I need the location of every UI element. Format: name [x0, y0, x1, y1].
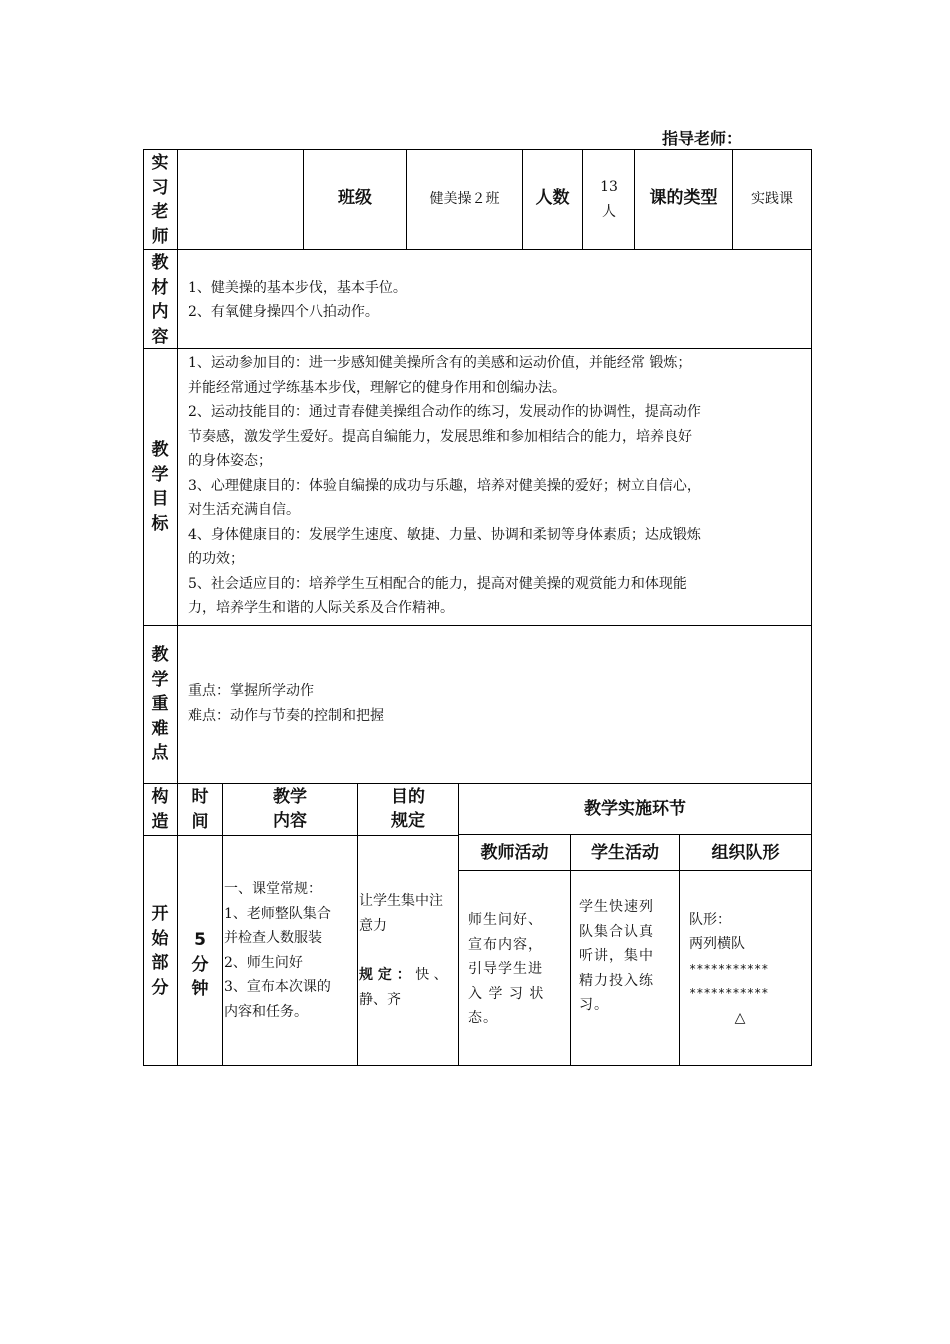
- materials-line: 2、有氧健身操四个八拍动作。: [188, 304, 379, 320]
- opening-content-line: 内容和任务。: [224, 1004, 308, 1020]
- student-activity-line: 学生快速列: [579, 899, 654, 915]
- structure-header: 构造: [151, 787, 169, 832]
- col-divider: [458, 783, 459, 1066]
- objective-line: 并能经常通过学练基本步伐，理解它的健身作用和创编办法。: [188, 380, 566, 396]
- opening-content-line: 1、老师整队集合: [224, 906, 331, 922]
- student-activity-line: 习。: [579, 997, 609, 1013]
- class-value: 健美操２班: [429, 191, 500, 207]
- teacher-activity-line: 引导学生进: [468, 961, 543, 977]
- headcount-value: 13 人: [600, 179, 618, 220]
- student-activity-line: 听讲，集中: [579, 948, 654, 964]
- student-activity-header: 学生活动: [591, 843, 659, 863]
- supervisor-label: 指导老师：: [662, 129, 743, 148]
- requirement-label: 规 定 ：: [359, 967, 411, 983]
- row-divider: [143, 625, 811, 626]
- content-header-line2: 内容: [273, 811, 307, 831]
- table-border-left: [143, 149, 144, 1066]
- student-activity-line: 队集合认真: [579, 924, 654, 940]
- opening-section-label: 开始部分: [151, 904, 169, 998]
- row-divider: [143, 348, 811, 349]
- table-border-right: [811, 149, 812, 1066]
- purpose-header-line2: 规定: [391, 811, 425, 831]
- opening-section-time: 5分钟: [191, 930, 209, 999]
- col-divider: [177, 149, 178, 784]
- teacher-activity-line: 入 学 习 状: [468, 986, 545, 1002]
- opening-content-line: 2、师生问好: [224, 955, 303, 971]
- requirement-value: 快 、: [410, 967, 448, 983]
- materials-label: 教材内容: [151, 253, 169, 347]
- formation-header: 组织队形: [711, 843, 780, 863]
- objective-line: 2、运动技能目的：通过青春健美操组合动作的练习，发展动作的协调性，提高动作: [188, 404, 701, 420]
- objective-line: 的身体姿态；: [188, 453, 272, 469]
- col-divider: [570, 834, 571, 1066]
- opening-content-line: 一、课堂常规：: [224, 881, 322, 897]
- objective-line: 对生活充满自信。: [188, 502, 300, 518]
- col-divider: [582, 149, 583, 249]
- opening-content-line: 并检查人数服装: [224, 930, 322, 946]
- objectives-label: 教学目标: [151, 440, 169, 534]
- materials-line: 1、健美操的基本步伐，基本手位。: [188, 280, 407, 296]
- col-divider: [177, 783, 178, 1066]
- row-divider: [143, 835, 458, 836]
- teacher-activity-line: 宣布内容，: [468, 937, 543, 953]
- formation-row-stars: ***********: [689, 986, 769, 1000]
- intern-teacher-label: 实习老师: [151, 153, 169, 247]
- row-divider: [143, 783, 811, 784]
- objective-line: 节奏感，激发学生爱好。提高自编能力，发展思维和参加相结合的能力，培养良好: [188, 429, 692, 445]
- opening-content-line: 3、宣布本次课的: [224, 979, 331, 995]
- key-point-difficulty: 难点：动作与节奏的控制和把握: [188, 708, 384, 724]
- formation-line: 两列横队: [689, 936, 745, 952]
- requirement-value-line2: 静、齐: [359, 992, 401, 1008]
- teacher-activity-line: 师生问好、: [468, 912, 543, 928]
- objective-line: 4、身体健康目的：发展学生速度、敏捷、力量、协调和柔韧等身体素质；达成锻炼: [188, 527, 701, 543]
- formation-line: 队形：: [689, 912, 731, 928]
- objective-line: 1、运动参加目的：进一步感知健美操所含有的美感和运动价值，并能经常 锻炼；: [188, 355, 692, 371]
- objective-line: 的功效；: [188, 551, 244, 567]
- content-header-line1: 教学: [273, 787, 307, 807]
- formation-row-stars: ***********: [689, 962, 769, 976]
- objective-line: 5、社会适应目的：培养学生互相配合的能力，提高对健美操的观赏能力和体现能: [188, 576, 687, 592]
- key-points-label: 教学重难点: [151, 645, 169, 763]
- time-header: 时间: [191, 787, 209, 832]
- lesson-type-label: 课的类型: [649, 188, 718, 208]
- teacher-position-triangle-icon: △: [734, 1010, 746, 1026]
- row-divider: [458, 870, 811, 871]
- lesson-type-value: 实践课: [751, 191, 793, 207]
- opening-purpose-line: 意力: [359, 918, 387, 934]
- teacher-activity-header: 教师活动: [480, 843, 549, 863]
- implementation-header: 教学实施环节: [584, 799, 686, 819]
- row-divider: [143, 249, 811, 250]
- table-border-top: [143, 149, 811, 150]
- col-divider: [679, 834, 680, 1066]
- objective-line: 力，培养学生和谐的人际关系及合作精神。: [188, 600, 454, 616]
- objective-line: 3、心理健康目的：体验自编操的成功与乐趣，培养对健美操的爱好；树立自信心，: [188, 478, 701, 494]
- purpose-header-line1: 目的: [391, 787, 425, 807]
- class-label: 班级: [338, 188, 372, 208]
- student-activity-line: 精力投入练: [579, 973, 654, 989]
- headcount-label: 人数: [535, 188, 570, 208]
- row-divider: [458, 834, 811, 835]
- key-point-focus: 重点：掌握所学动作: [188, 683, 314, 699]
- opening-purpose-line: 让学生集中注: [359, 893, 443, 909]
- teacher-activity-line: 态。: [468, 1010, 498, 1026]
- table-border-bottom: [143, 1065, 811, 1066]
